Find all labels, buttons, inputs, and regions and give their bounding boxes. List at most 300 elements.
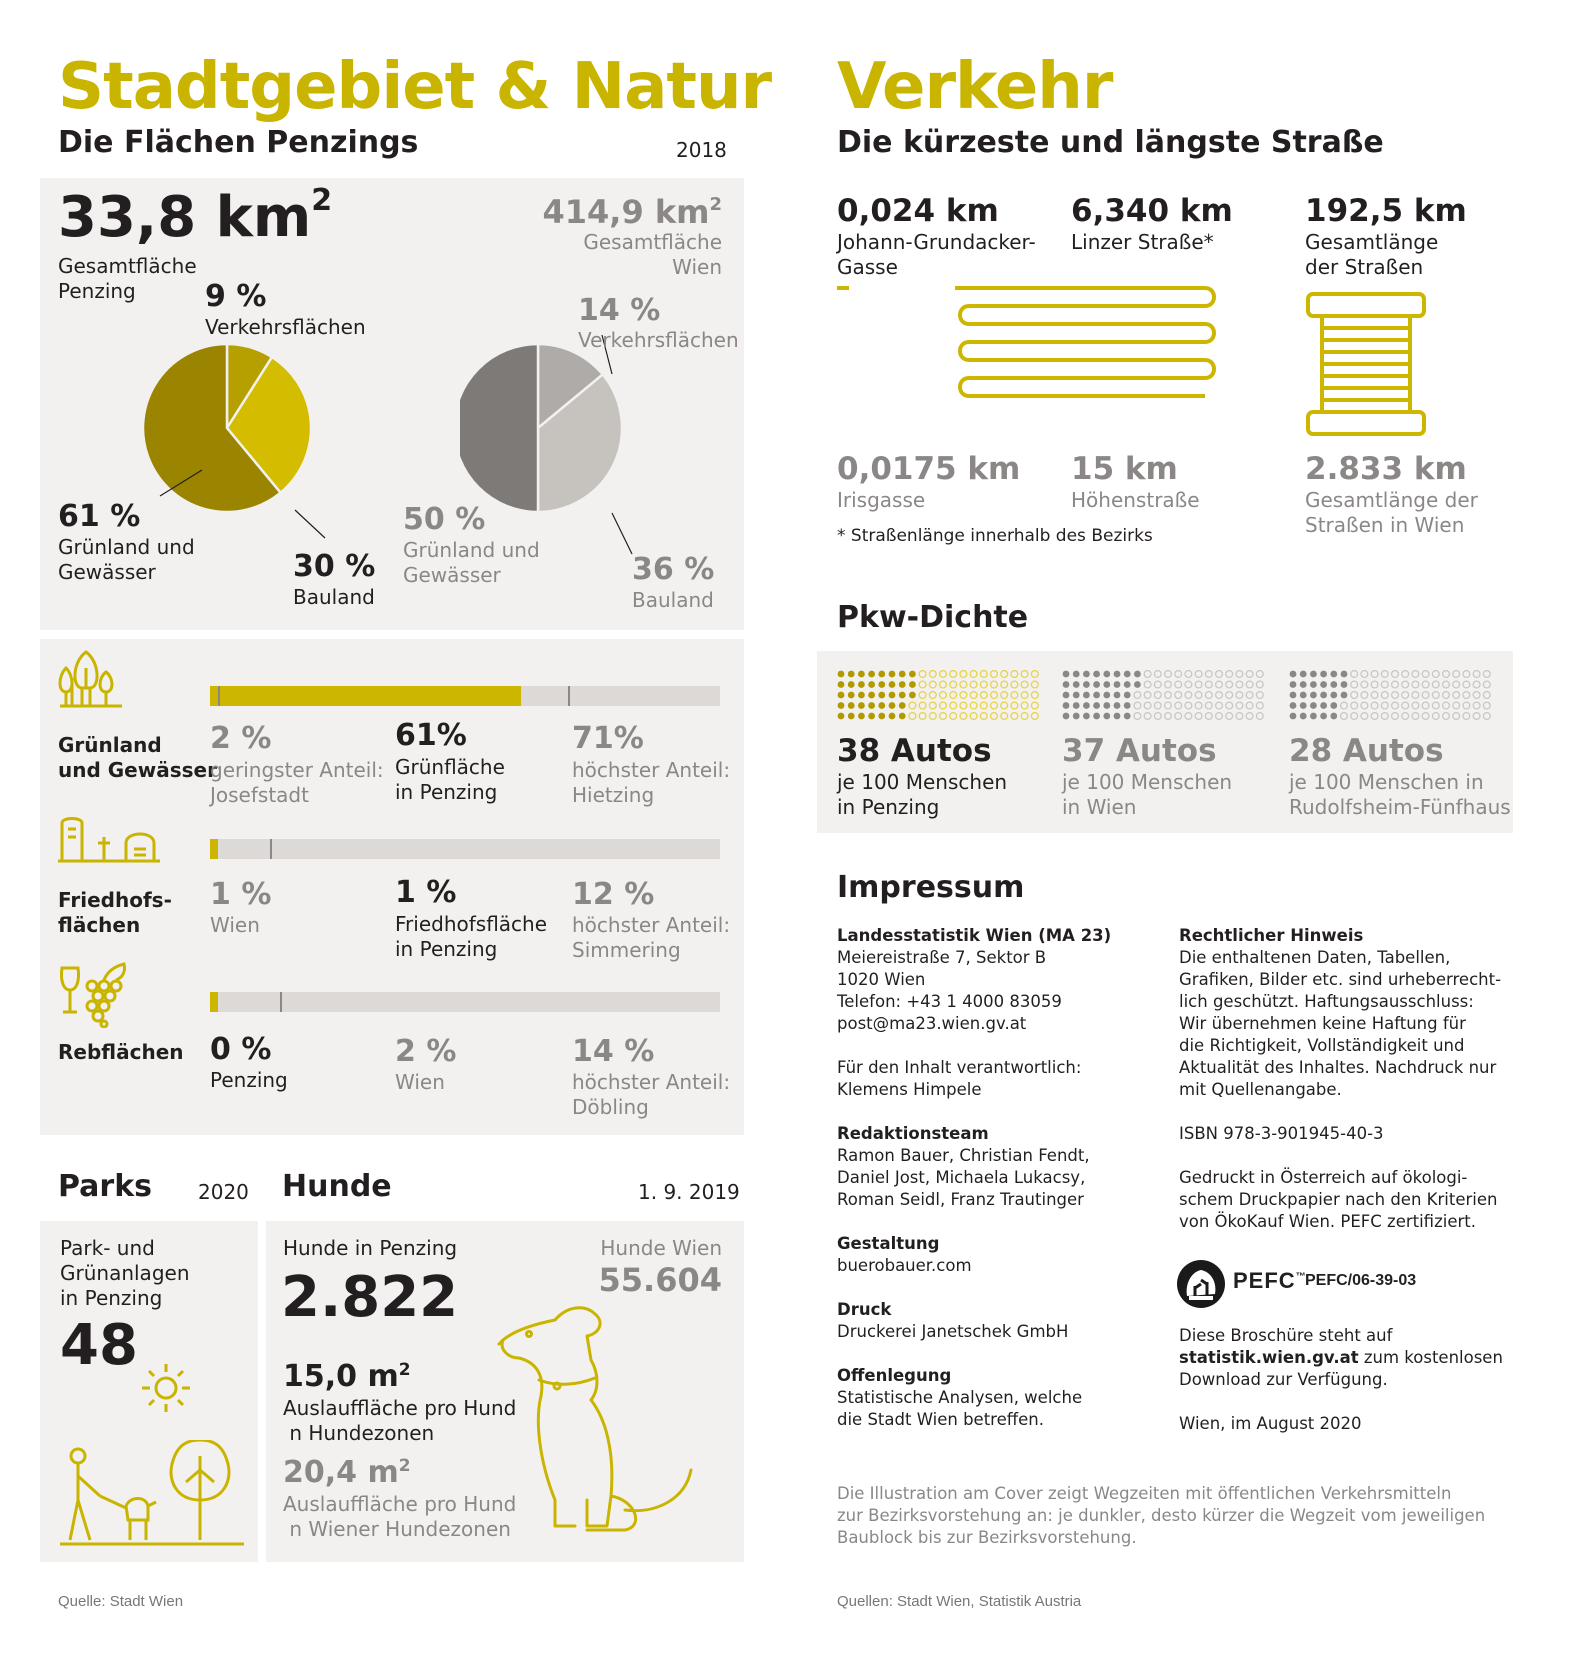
right-subtitle: Die kürzeste und längste Straße: [837, 125, 1384, 160]
pkw-dot-rudolfsheim: [1473, 692, 1480, 699]
pkw-dot-wien: [1134, 692, 1141, 699]
pkw-dot-penzing: [848, 692, 855, 699]
cat2-label-2: flächen: [58, 913, 141, 937]
pkw-dot-wien: [1256, 681, 1263, 688]
pkw-dot-rudolfsheim: [1483, 692, 1490, 699]
cat3-min-label-1: Penzing: [210, 1068, 288, 1092]
pkw-dot-rudolfsheim: [1330, 702, 1337, 709]
pkw-dot-rudolfsheim: [1290, 671, 1297, 678]
pkw-dot-wien: [1195, 681, 1202, 688]
hunde-wien-label: Hunde Wien: [600, 1236, 722, 1260]
wien-area-label: [583, 230, 722, 280]
pkw-dot-rudolfsheim: [1330, 692, 1337, 699]
pkw-dot-wien: [1154, 702, 1161, 709]
impressum-col2-line: mit Quellenangabe.: [1179, 1080, 1342, 1099]
pkw-dot-penzing: [929, 692, 936, 699]
pkw-dot-wien: [1216, 681, 1223, 688]
impressum-col1-heading: Druck: [837, 1300, 892, 1319]
impressum-col1-heading: Landesstatistik Wien (MA 23): [837, 926, 1112, 945]
pkw-dot-penzing: [1011, 702, 1018, 709]
pkw-dot-rudolfsheim: [1453, 702, 1460, 709]
pkw-dot-wien: [1205, 713, 1212, 720]
impressum-col2: [1179, 925, 1509, 1255]
pkw-dot-penzing: [980, 681, 987, 688]
pkw-dot-penzing: [970, 681, 977, 688]
pkw-dot-penzing: [878, 681, 885, 688]
pkw-dot-penzing: [889, 713, 896, 720]
pkw-dot-penzing: [889, 702, 896, 709]
wien-shortest-label: Irisgasse: [837, 488, 926, 512]
pkw-dot-penzing: [940, 702, 947, 709]
pkw-wien-value: 37 Autos: [1062, 733, 1217, 769]
pkw-dot-rudolfsheim: [1443, 692, 1450, 699]
penzing-bau-pct: 30 %: [293, 549, 376, 584]
cat1-min-label: [210, 758, 384, 808]
pkw-dot-wien: [1124, 681, 1131, 688]
pkw-dot-wien: [1103, 702, 1110, 709]
cemetery-icon: [58, 815, 164, 865]
pkw-dot-rudolfsheim: [1300, 692, 1307, 699]
pkw-dot-wien: [1093, 713, 1100, 720]
pkw-dot-wien: [1226, 692, 1233, 699]
pkw-dot-wien: [1114, 692, 1121, 699]
pkw-dot-wien: [1246, 702, 1253, 709]
pkw-dot-penzing: [1021, 702, 1028, 709]
left-year: 2018: [676, 138, 727, 162]
hunde-area2: [283, 1455, 411, 1490]
pkw-dot-wien: [1083, 681, 1090, 688]
pkw-dot-wien: [1073, 692, 1080, 699]
cat2-max-pct: 12 %: [572, 877, 655, 912]
pkw-dot-wien: [1134, 681, 1141, 688]
penzing-verkehr-label: Verkehrsflächen: [205, 315, 366, 339]
pkw-dot-penzing: [838, 692, 845, 699]
pkw-dot-wien: [1226, 702, 1233, 709]
pkw-dot-penzing: [899, 713, 906, 720]
cat3-max-label-1: höchster Anteil:: [572, 1070, 731, 1094]
pkw-dot-penzing: [991, 671, 998, 678]
pkw-dot-rudolfsheim: [1330, 681, 1337, 688]
pkw-dot-wien: [1083, 671, 1090, 678]
wien-total-label-1: Gesamtlänge der: [1305, 488, 1478, 512]
cat2-bar-fill: [210, 839, 218, 859]
pkw-dot-wien: [1114, 702, 1121, 709]
penzing-area-label-2: Penzing: [58, 279, 136, 303]
wien-pie: [460, 344, 622, 512]
impressum-col2-line: ISBN 978-3-901945-40-3: [1179, 1124, 1384, 1143]
pkw-dot-penzing: [848, 681, 855, 688]
pkw-dot-penzing: [858, 671, 865, 678]
hunde-penzing-label: Hunde in Penzing: [283, 1236, 458, 1260]
wien-gruen-label-2: Gewässer: [403, 563, 501, 587]
pkw-dot-rudolfsheim: [1402, 681, 1409, 688]
cat1-bar-fill: [210, 686, 521, 706]
wien-total-value: 2.833 km: [1305, 451, 1467, 487]
pkw-dot-rudolfsheim: [1422, 671, 1429, 678]
pkw-dot-rudolfsheim: [1381, 681, 1388, 688]
hunde-area2-value: 20,4 m: [283, 1455, 399, 1490]
pkw-dot-rudolfsheim: [1473, 713, 1480, 720]
hunde-penzing-value: 2.822: [281, 1265, 459, 1330]
cat1-val-label-1: Grünfläche: [395, 755, 505, 779]
pkw-dot-wien: [1083, 692, 1090, 699]
pkw-dot-wien: [1073, 671, 1080, 678]
pkw-dot-wien: [1205, 671, 1212, 678]
pkw-dot-rudolfsheim: [1310, 671, 1317, 678]
pkw-dot-wien: [1093, 692, 1100, 699]
penzing-total-area: [58, 183, 333, 250]
pkw-dot-rudolfsheim: [1330, 671, 1337, 678]
pkw-dot-penzing: [1001, 692, 1008, 699]
pkw-dot-wien: [1256, 671, 1263, 678]
pkw-dot-penzing: [868, 692, 875, 699]
pkw-dot-rudolfsheim: [1443, 671, 1450, 678]
pkw-dot-penzing: [899, 681, 906, 688]
pkw-dot-wien: [1226, 681, 1233, 688]
cat1-bar-tick-max: [568, 686, 570, 706]
pkw-dot-penzing: [889, 681, 896, 688]
pkw-dot-penzing: [1001, 671, 1008, 678]
pkw-dot-rudolfsheim: [1432, 702, 1439, 709]
right-title: Verkehr: [837, 50, 1113, 124]
shortest-street-label: [837, 230, 1036, 280]
pkw-dot-wien: [1165, 692, 1172, 699]
pkw-dot-wien: [1256, 702, 1263, 709]
pkw-dot-penzing: [1011, 692, 1018, 699]
pkw-dot-wien: [1216, 713, 1223, 720]
cat1-label-2: und Gewässer: [58, 758, 217, 782]
pkw-dot-penzing: [909, 702, 916, 709]
parks-label-1: Park- und: [60, 1236, 155, 1260]
cat2-max-label-2: Simmering: [572, 938, 681, 962]
pkw-dot-penzing: [1011, 713, 1018, 720]
cat3-max-label: [572, 1070, 730, 1120]
pkw-dot-penzing: [960, 713, 967, 720]
penzing-gruen-label-1: Grünland und: [58, 535, 195, 559]
pkw-dot-wien: [1154, 681, 1161, 688]
cat2-val-label-1: Friedhofsfläche: [395, 912, 548, 936]
pkw-dots-rudolfsheim: [1289, 670, 1499, 724]
pkw-dot-rudolfsheim: [1412, 681, 1419, 688]
pkw-dot-wien: [1175, 713, 1182, 720]
pkw-dot-wien: [1216, 702, 1223, 709]
pkw-dot-rudolfsheim: [1463, 681, 1470, 688]
pkw-dot-wien: [1063, 692, 1070, 699]
pkw-dot-rudolfsheim: [1361, 702, 1368, 709]
pkw-dot-wien: [1236, 713, 1243, 720]
pkw-dot-rudolfsheim: [1361, 681, 1368, 688]
left-title: Stadtgebiet & Natur: [58, 50, 772, 124]
impressum-col1-line: Statistische Analysen, welche: [837, 1388, 1083, 1407]
pkw-dot-rudolfsheim: [1351, 692, 1358, 699]
pkw-dot-wien: [1216, 692, 1223, 699]
pkw-dot-rudolfsheim: [1351, 702, 1358, 709]
pefc-code: PEFC/06-39-03: [1305, 1272, 1417, 1289]
pkw-dot-penzing: [1001, 681, 1008, 688]
pkw-dot-wien: [1236, 692, 1243, 699]
pkw-dot-penzing: [1011, 671, 1018, 678]
impressum-col2-line: Wir übernehmen keine Haftung für: [1179, 1014, 1466, 1033]
pkw-rudolfsheim-label-1: je 100 Menschen in: [1289, 770, 1484, 794]
impressum-col1-line: Druckerei Janetschek GmbH: [837, 1322, 1069, 1341]
impressum-col1-line: Telefon: +43 1 4000 83059: [837, 992, 1062, 1011]
pkw-dot-penzing: [868, 713, 875, 720]
pkw-dot-rudolfsheim: [1381, 702, 1388, 709]
penzing-gruen-pct: 61 %: [58, 499, 141, 534]
wien-bau-pct: 36 %: [632, 552, 715, 587]
cat2-label: [58, 888, 172, 938]
total-streets-label-1: Gesamtlänge: [1305, 230, 1439, 254]
pkw-dot-penzing: [1031, 692, 1038, 699]
pkw-dot-wien: [1144, 671, 1151, 678]
pkw-dot-rudolfsheim: [1320, 681, 1327, 688]
pkw-title: Pkw-Dichte: [837, 600, 1029, 635]
pkw-dot-wien: [1165, 671, 1172, 678]
shortest-street-label-1: Johann-Grundacker-: [837, 230, 1036, 254]
pkw-dot-wien: [1073, 702, 1080, 709]
impressum-col1-line: buerobauer.com: [837, 1256, 972, 1275]
hunde-area2-label: [283, 1492, 516, 1542]
pkw-dot-penzing: [980, 671, 987, 678]
pkw-dot-rudolfsheim: [1300, 702, 1307, 709]
penzing-area-label: [58, 254, 197, 304]
cat2-val-label-2: in Penzing: [395, 937, 498, 961]
pkw-dot-penzing: [929, 681, 936, 688]
pkw-dot-rudolfsheim: [1463, 713, 1470, 720]
impressum-col1-heading: Redaktionsteam: [837, 1124, 989, 1143]
pkw-dot-wien: [1236, 702, 1243, 709]
pkw-dot-wien: [1175, 681, 1182, 688]
wien-area-value: 414,9 km: [542, 193, 710, 231]
pkw-dot-penzing: [960, 692, 967, 699]
pkw-dot-wien: [1246, 671, 1253, 678]
pkw-dot-penzing: [838, 702, 845, 709]
cat1-val-pct: 61%: [395, 718, 467, 753]
impressum-col1-line: Klemens Himpele: [837, 1080, 982, 1099]
pkw-dot-penzing: [868, 671, 875, 678]
hunde-area1-label-1: Auslauffläche pro Hund: [283, 1396, 517, 1420]
cover-note-line-3: Baublock bis zur Bezirksvorstehung.: [837, 1528, 1137, 1547]
pkw-dot-rudolfsheim: [1371, 713, 1378, 720]
pkw-dot-rudolfsheim: [1392, 702, 1399, 709]
pkw-dot-rudolfsheim: [1402, 692, 1409, 699]
pkw-dot-rudolfsheim: [1432, 692, 1439, 699]
pkw-dot-rudolfsheim: [1351, 681, 1358, 688]
cat2-max-label: [572, 913, 730, 963]
pkw-dot-rudolfsheim: [1371, 671, 1378, 678]
impressum-col2-block: [1179, 1123, 1509, 1145]
pkw-dot-rudolfsheim: [1371, 681, 1378, 688]
pkw-dot-penzing: [858, 713, 865, 720]
impressum-col2-line: Grafiken, Bilder etc. sind urheberrecht-: [1179, 970, 1502, 989]
impressum-title: Impressum: [837, 870, 1025, 905]
impressum-col1-line[interactable]: post@ma23.wien.gv.at: [837, 1014, 1027, 1033]
pkw-rudolfsheim-label-2: Rudolfsheim-Fünfhaus: [1289, 795, 1511, 819]
cover-note-line-1: Die Illustration am Cover zeigt Wegzeiten mit öffentlichen Verkehrsmitteln: [837, 1484, 1452, 1503]
pkw-dot-rudolfsheim: [1320, 671, 1327, 678]
pkw-rudolfsheim-label: [1289, 770, 1511, 820]
pkw-dot-penzing: [848, 671, 855, 678]
wien-area-label-1: Gesamtfläche: [583, 230, 722, 254]
pkw-dot-penzing: [919, 671, 926, 678]
pkw-dot-penzing: [1031, 671, 1038, 678]
pkw-penzing-label: [837, 770, 1007, 820]
pkw-dot-penzing: [909, 681, 916, 688]
penzing-gruen-label: [58, 535, 195, 585]
cat2-min-label: [210, 913, 260, 938]
impressum-col2-line: die Richtigkeit, Vollständigkeit und: [1179, 1036, 1465, 1055]
pkw-dot-wien: [1154, 671, 1161, 678]
pkw-dot-wien: [1256, 713, 1263, 720]
pkw-dot-wien: [1216, 671, 1223, 678]
pkw-dot-wien: [1063, 702, 1070, 709]
cat1-max-label-2: Hietzing: [572, 783, 655, 807]
pkw-dot-rudolfsheim: [1483, 671, 1490, 678]
impressum-col1-block: [837, 1233, 1157, 1277]
download-line-2-rest: zum kostenlosen: [1358, 1348, 1503, 1367]
street-footnote: * Straßenlänge innerhalb des Bezirks: [837, 526, 1153, 546]
pkw-dot-wien: [1154, 692, 1161, 699]
pkw-dot-penzing: [1021, 681, 1028, 688]
pkw-dot-penzing: [909, 692, 916, 699]
pkw-dot-penzing: [919, 702, 926, 709]
pkw-dot-penzing: [889, 671, 896, 678]
pkw-dot-rudolfsheim: [1422, 713, 1429, 720]
wien-total-area: [542, 193, 722, 231]
pkw-dot-rudolfsheim: [1300, 671, 1307, 678]
impressum-col2-line: lich geschützt. Haftungsausschluss:: [1179, 992, 1474, 1011]
pkw-dot-rudolfsheim: [1453, 681, 1460, 688]
pkw-dot-rudolfsheim: [1392, 671, 1399, 678]
left-subtitle: Die Flächen Penzings: [58, 125, 419, 160]
penzing-area-label-1: Gesamtfläche: [58, 254, 197, 278]
pkw-dot-wien: [1185, 671, 1192, 678]
hunde-area1-value: 15,0 m: [283, 1359, 399, 1394]
penzing-bau-label: Bauland: [293, 585, 375, 609]
pkw-dot-penzing: [1031, 681, 1038, 688]
penzing-gruen-label-2: Gewässer: [58, 560, 156, 584]
pkw-dot-wien: [1083, 702, 1090, 709]
pkw-dot-rudolfsheim: [1412, 692, 1419, 699]
parks-year: 2020: [198, 1180, 249, 1204]
pkw-dot-rudolfsheim: [1361, 671, 1368, 678]
wien-pie-leader-bau: [612, 513, 632, 554]
pkw-dot-wien: [1063, 681, 1070, 688]
pkw-dot-rudolfsheim: [1361, 713, 1368, 720]
penzing-pie: [143, 344, 311, 512]
impressum-col1-line: Für den Inhalt verantwortlich:: [837, 1058, 1082, 1077]
trees-icon: [58, 648, 128, 710]
pkw-dot-rudolfsheim: [1463, 671, 1470, 678]
pkw-dot-rudolfsheim: [1361, 692, 1368, 699]
pkw-dot-penzing: [1021, 671, 1028, 678]
pkw-dot-rudolfsheim: [1290, 713, 1297, 720]
pkw-dot-wien: [1165, 681, 1172, 688]
pkw-dot-penzing: [858, 692, 865, 699]
pkw-dot-rudolfsheim: [1422, 702, 1429, 709]
pkw-dot-rudolfsheim: [1341, 681, 1348, 688]
pkw-dot-penzing: [1021, 713, 1028, 720]
pkw-dot-penzing: [950, 713, 957, 720]
pkw-dot-rudolfsheim: [1381, 713, 1388, 720]
pkw-dot-rudolfsheim: [1473, 702, 1480, 709]
cat2-min-label-1: Wien: [210, 913, 260, 937]
hunde-area1-label: [283, 1396, 516, 1446]
pkw-dot-penzing: [878, 692, 885, 699]
cat2-val-label: [395, 912, 547, 962]
pkw-dot-wien: [1124, 713, 1131, 720]
pkw-dot-wien: [1175, 671, 1182, 678]
longest-street-value: 6,340 km: [1071, 193, 1233, 229]
pkw-dot-rudolfsheim: [1300, 713, 1307, 720]
pkw-dot-wien: [1236, 681, 1243, 688]
pkw-penzing-value: 38 Autos: [837, 733, 992, 769]
pkw-dot-wien: [1093, 681, 1100, 688]
pkw-dot-rudolfsheim: [1290, 702, 1297, 709]
pkw-dot-rudolfsheim: [1392, 713, 1399, 720]
parks-label: [60, 1236, 190, 1311]
pkw-dot-wien: [1114, 681, 1121, 688]
pkw-dot-wien: [1103, 713, 1110, 720]
pkw-dot-wien: [1134, 671, 1141, 678]
pkw-dot-rudolfsheim: [1341, 671, 1348, 678]
impressum-col1-line: 1020 Wien: [837, 970, 926, 989]
pkw-dot-wien: [1175, 692, 1182, 699]
pkw-dot-penzing: [838, 713, 845, 720]
pkw-dot-penzing: [899, 692, 906, 699]
pkw-dot-penzing: [929, 702, 936, 709]
pkw-dot-rudolfsheim: [1402, 671, 1409, 678]
cat3-val-pct: 2 %: [395, 1034, 457, 1069]
grapes-icon: [58, 962, 138, 1028]
pkw-dot-rudolfsheim: [1290, 681, 1297, 688]
pkw-dot-wien: [1236, 671, 1243, 678]
pkw-dot-rudolfsheim: [1483, 681, 1490, 688]
pkw-dot-rudolfsheim: [1371, 692, 1378, 699]
impressum-col1-block: [837, 1365, 1157, 1431]
total-streets-label-2: der Straßen: [1305, 255, 1424, 279]
wien-gruen-label: [403, 538, 540, 588]
pkw-dot-wien: [1205, 702, 1212, 709]
hunde-area1-label-2: n Hundezonen: [283, 1421, 435, 1445]
cat3-max-label-2: Döbling: [572, 1095, 649, 1119]
pkw-dot-wien: [1124, 702, 1131, 709]
pkw-dot-wien: [1154, 713, 1161, 720]
cat3-label-1: Rebflächen: [58, 1040, 184, 1064]
pkw-dot-rudolfsheim: [1412, 713, 1419, 720]
cover-note: [837, 1483, 1485, 1549]
pkw-dot-penzing: [950, 692, 957, 699]
download-note: [1179, 1325, 1503, 1391]
cat2-bar-tick-max: [270, 839, 272, 859]
cat1-max-label: [572, 758, 730, 808]
pkw-dot-wien: [1063, 671, 1070, 678]
pkw-dot-wien: [1256, 692, 1263, 699]
pkw-dot-wien: [1185, 713, 1192, 720]
pkw-dot-penzing: [940, 692, 947, 699]
download-line-1: Diese Broschüre steht auf: [1179, 1326, 1393, 1345]
pkw-dot-penzing: [929, 671, 936, 678]
cat2-label-1: Friedhofs-: [58, 888, 172, 912]
wien-area-sup: 2: [709, 194, 722, 215]
penzing-area-sup: 2: [311, 183, 333, 218]
cat2-min-pct: 1 %: [210, 877, 272, 912]
statistik-link[interactable]: statistik.wien.gv.at: [1179, 1348, 1359, 1367]
pkw-dot-wien: [1246, 713, 1253, 720]
pkw-dot-rudolfsheim: [1422, 681, 1429, 688]
pkw-dot-penzing: [980, 713, 987, 720]
cat3-bar-track: [210, 992, 720, 1012]
